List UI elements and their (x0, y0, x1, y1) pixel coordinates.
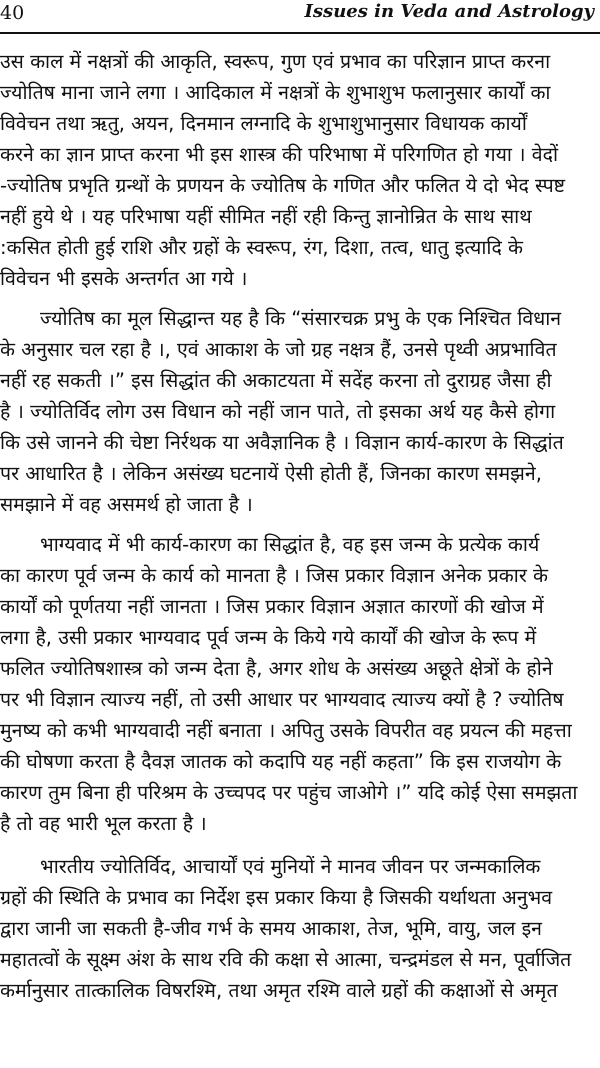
text-line: ज्योतिष माना जाने लगा । आदिकाल में नक्षत्रों के शुभाशुभ फलानुसार कार्यों का (0, 81, 551, 104)
text-line: पर भी विज्ञान त्याज्य नहीं, तो उसी आधार पर भाग्यवाद त्याज्य क्यों है ? ज्योतिष (0, 688, 564, 711)
text-line: उस काल में नक्षत्रों की आकृति, स्वरूप, गुण एवं प्रभाव का परिज्ञान प्राप्त करना (0, 50, 551, 73)
text-line: की घोषणा करता है दैवज्ञ जातक को कदापि यह नहीं कहता” कि इस राजयोग के (0, 750, 562, 773)
text-line: मुनष्य को कभी भाग्यवादी नहीं बनाता । अपितु उसके विपरीत वह प्रयत्न की महत्ता (0, 719, 572, 742)
text-line: समझाने में वह असमर्थ हो जाता है । (0, 493, 253, 516)
text-line: ग्रहों की स्थिति के प्रभाव का निर्देश इस प्रकार किया है जिसकी यर्थाथता अनुभव (0, 886, 553, 909)
text-line: लगा है, उसी प्रकार भाग्यवाद पूर्व जन्म के किये गये कार्यों की खोज के रूप में (0, 626, 537, 649)
text-line: विवेचन भी इसके अन्तर्गत आ गये । (0, 267, 248, 290)
text-line: -ज्योतिष प्रभृति ग्रन्थों के प्रणयन के ज्योतिष के गणित और फलित ये दो भेद स्पष्ट (0, 174, 566, 197)
text-line: महातत्वों के सूक्ष्म अंश के साथ रवि की कक्षा से आत्मा, चन्द्रमंडल से मन, पूर्वाजित (0, 948, 572, 971)
text-line: करने का ज्ञान प्राप्त करना भी इस शास्त्र की परिभाषा में परिगणित हो गया । वेदों (0, 143, 559, 166)
paragraph-first-line: भाग्यवाद में भी कार्य-कारण का सिद्धांत है, वह इस जन्म के प्रत्येक कार्य (40, 533, 540, 556)
page-number: 40 (0, 2, 25, 24)
text-line: पर आधारित है । लेकिन असंख्य घटनायें ऐसी होती हैं, जिनका कारण समझने, (0, 462, 542, 485)
text-line: कर्मानुसार तात्कालिक विषरश्मि, तथा अमृत रश्मि वाले ग्रहों की कक्षाओं से अमृत (0, 979, 558, 1002)
text-line: के अनुसार चल रहा है ।, एवं आकाश के जो ग्रह नक्षत्र हैं, उनसे पृथ्वी अप्रभावित (0, 338, 557, 361)
text-line: द्वारा जानी जा सकती है-जीव गर्भ के समय आकाश, तेज, भूमि, वायु, जल इन (0, 917, 542, 940)
paragraph-first-line: भारतीय ज्योतिर्विद, आचार्यों एवं मुनियों ने मानव जीवन पर जन्मकालिक (40, 855, 541, 878)
page-header (0, 0, 600, 36)
text-line: है तो वह भारी भूल करता है । (0, 812, 207, 835)
text-line: है । ज्योतिर्विद लोग उस विधान को नहीं जान पाते, तो इसका अर्थ यह कैसे होगा (0, 400, 556, 423)
text-line: कार्यों को पूर्णतया नहीं जानता । जिस प्रकार विज्ञान अज्ञात कारणों की खोज में (0, 595, 544, 618)
text-line: नहीं रह सकती ।” इस सिद्धांत की अकाटयता में सदेंह करना तो दुराग्रह जैसा ही (0, 369, 552, 392)
paragraph-first-line: ज्योतिष का मूल सिद्धान्त यह है कि “संसारचक्र प्रभु के एक निश्चित विधान (40, 307, 562, 330)
text-line: फलित ज्योतिषशास्त्र को जन्म देता है, अगर शोध के असंख्य अछूते क्षेत्रों के होने (0, 657, 553, 680)
text-line: कि उसे जानने की चेष्टा निर्रथक या अवैज्ञानिक है । विज्ञान कार्य-कारण के सिद्धांत (0, 431, 564, 454)
text-line: :कसित होती हुई राशि और ग्रहों के स्वरूप, रंग, दिशा, तत्व, धातु इत्यादि के (0, 236, 523, 259)
text-line: विवेचन तथा ऋतु, अयन, दिनमान लग्नादि के शुभाशुभानुसार विधायक कार्यों (0, 112, 527, 135)
header-rule (0, 32, 600, 34)
text-line: का कारण पूर्व जन्म के कार्य को मानता है । जिस प्रकार विज्ञान अनेक प्रकार के (0, 564, 548, 587)
text-line: कारण तुम बिना ही परिश्रम के उच्चपद पर पहुंच जाओगे ।” यदि कोई ऐसा समझता (0, 781, 578, 804)
running-title: Issues in Veda and Astrology (304, 1, 594, 22)
text-line: नहीं हुये थे । यह परिभाषा यहीं सीमित नहीं रही किन्तु ज्ञानोन्रित के साथ साथ (0, 205, 532, 228)
